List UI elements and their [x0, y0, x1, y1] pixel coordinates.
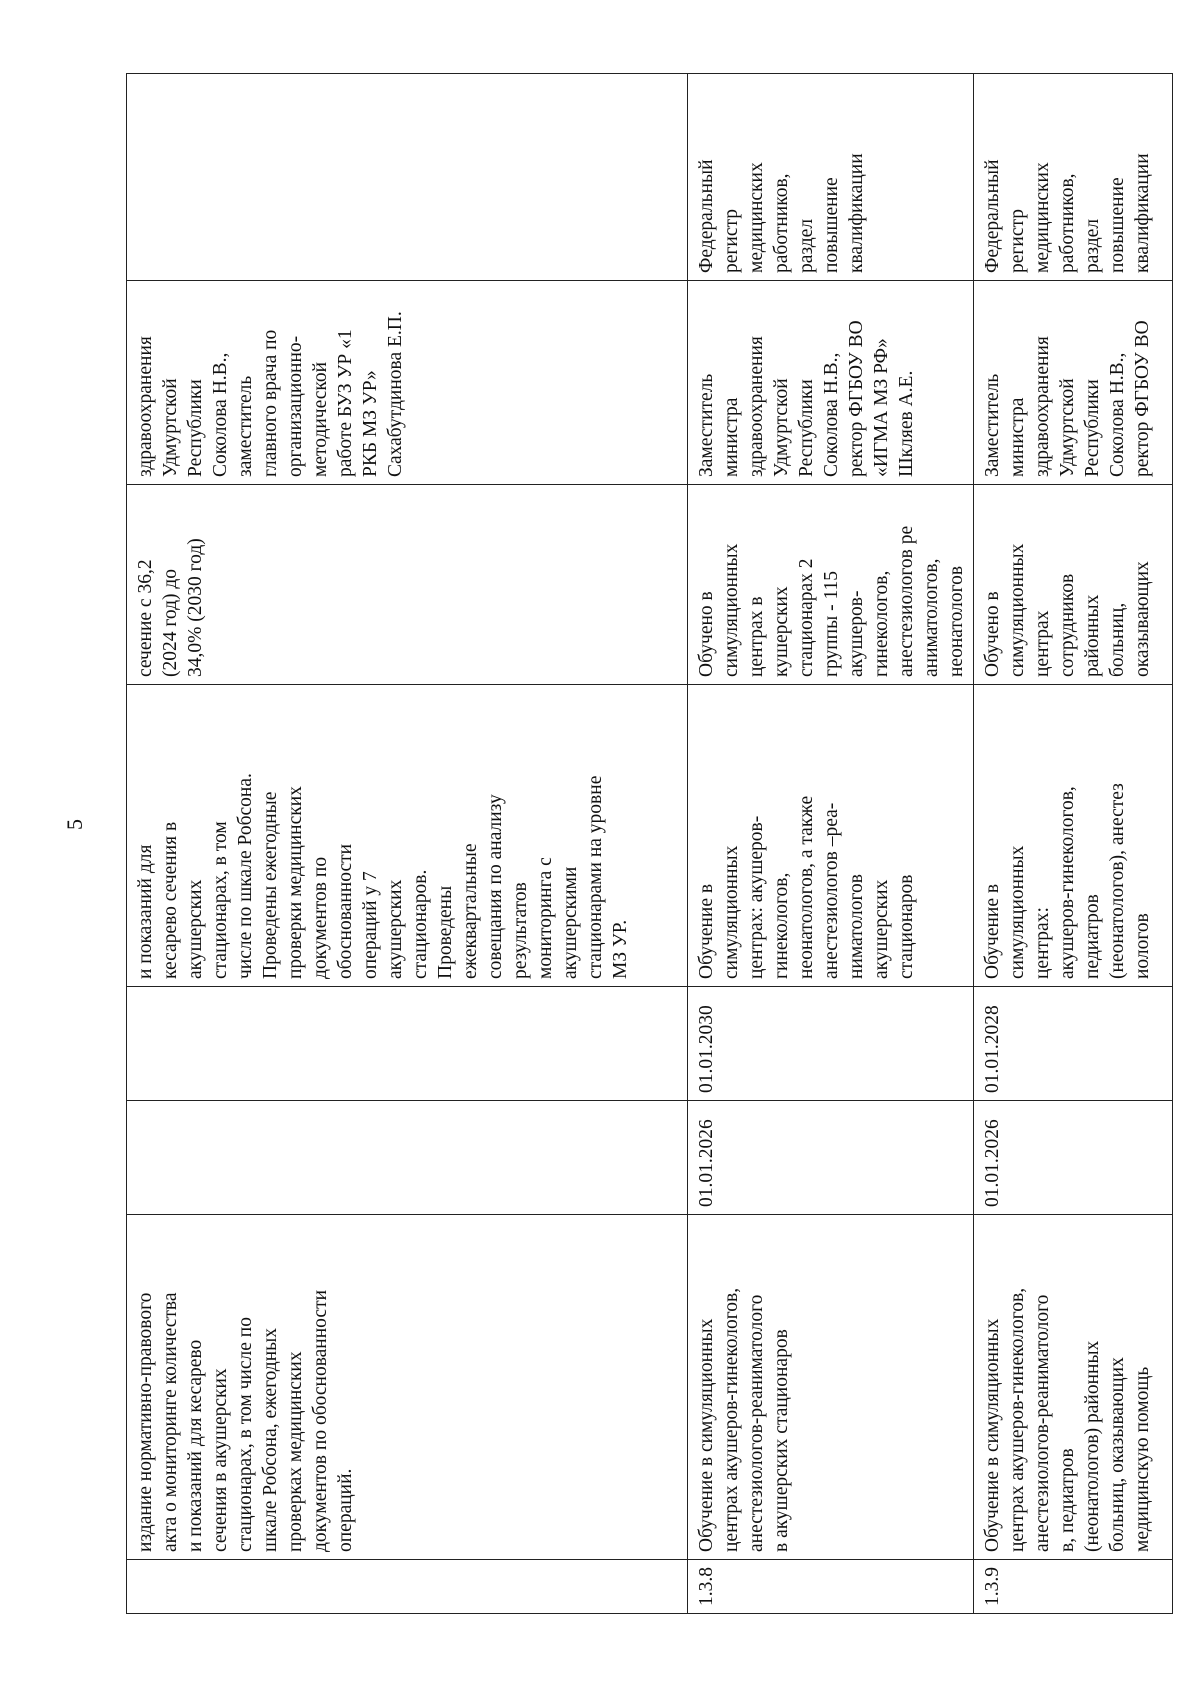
row-number-cell: 1.3.9 [974, 1560, 1173, 1614]
table-row [127, 74, 688, 1614]
indicator-cell: Обучено в симуляционных центрах сотрудников районных больниц, оказывающих [974, 485, 1173, 685]
result-cell: и показаний для кесарево сечения в акушерских стационарах, в том числе по шкале Робсона. Проведены ежегодные проверки медицинских документов по обоснованности операций у 7 акушерских стационаров. Проведены ежеквартальные совещания по анализу результатов мониторинга с акушерскими стационарами на уровне МЗ УР. [127, 685, 688, 987]
rotated-table-container [126, 74, 1153, 1614]
activity-cell: издание нормативно-правового акта о мониторинге количества и показаний для кесарево сечения в акушерских стационарах, в том числе по шкале Робсона, ежегодных проверках медицинских документов по обоснованности операций. [127, 1215, 688, 1560]
source-cell: Федеральный регистр медицинских работников, раздел повышение квалификации [974, 74, 1173, 281]
activity-cell: Обучение в симуляционных центрах акушеров-гинекологов, анестезиологов-реаниматолого в, педиатров (неонатологов) районных больниц, оказывающих медицинскую помощь [974, 1215, 1173, 1560]
result-cell: Обучение в симуляционных центрах: акушеров- гинекологов, неонатологов, а также анестезиологов –реа- ниматологов акушерских стационаров [688, 685, 974, 987]
responsible-cell: здравоохранения Удмуртской Республики Соколова Н.В., заместитель главного врача по организационно- методической работе БУЗ УР «1 РКБ МЗ УР» Сахабутдинова Е.П. [127, 281, 688, 485]
start-date-cell: 01.01.2026 [974, 1101, 1173, 1215]
end-date-cell: 01.01.2030 [688, 987, 974, 1101]
table-row [974, 74, 1173, 1614]
activity-cell: Обучение в симуляционных центрах акушеров-гинекологов, анестезиологов-реаниматолого в акушерских стационаров [688, 1215, 974, 1560]
source-cell [127, 74, 688, 281]
start-date-cell [127, 1101, 688, 1215]
activities-table [126, 73, 1173, 1614]
source-cell: Федеральный регистр медицинских работников, раздел повышение квалификации [688, 74, 974, 281]
page-number: 5 [62, 819, 87, 830]
result-cell: Обучение в симуляционных центрах: акушеров-гинекологов, педиатров (неонатологов), анестез иологов [974, 685, 1173, 987]
responsible-cell: Заместитель министра здравоохранения Удмуртской Республики Соколова Н.В., ректор ФГБОУ ВО [974, 281, 1173, 485]
start-date-cell: 01.01.2026 [688, 1101, 974, 1215]
end-date-cell [127, 987, 688, 1101]
row-number-cell [127, 1560, 688, 1614]
row-number-cell: 1.3.8 [688, 1560, 974, 1614]
table-row [688, 74, 974, 1614]
end-date-cell: 01.01.2028 [974, 987, 1173, 1101]
indicator-cell: сечение с 36,2 (2024 год) до 34,0% (2030 год) [127, 485, 688, 685]
responsible-cell: Заместитель министра здравоохранения Удмуртской Республики Соколова Н.В., ректор ФГБОУ ВО «ИГМА МЗ РФ» Шкляев А.Е. [688, 281, 974, 485]
indicator-cell: Обучено в симуляционных центрах в кушерских стационарах 2 группы - 115 акушеров- гинекологов, анестезиологов ре аниматологов, неонатологов [688, 485, 974, 685]
